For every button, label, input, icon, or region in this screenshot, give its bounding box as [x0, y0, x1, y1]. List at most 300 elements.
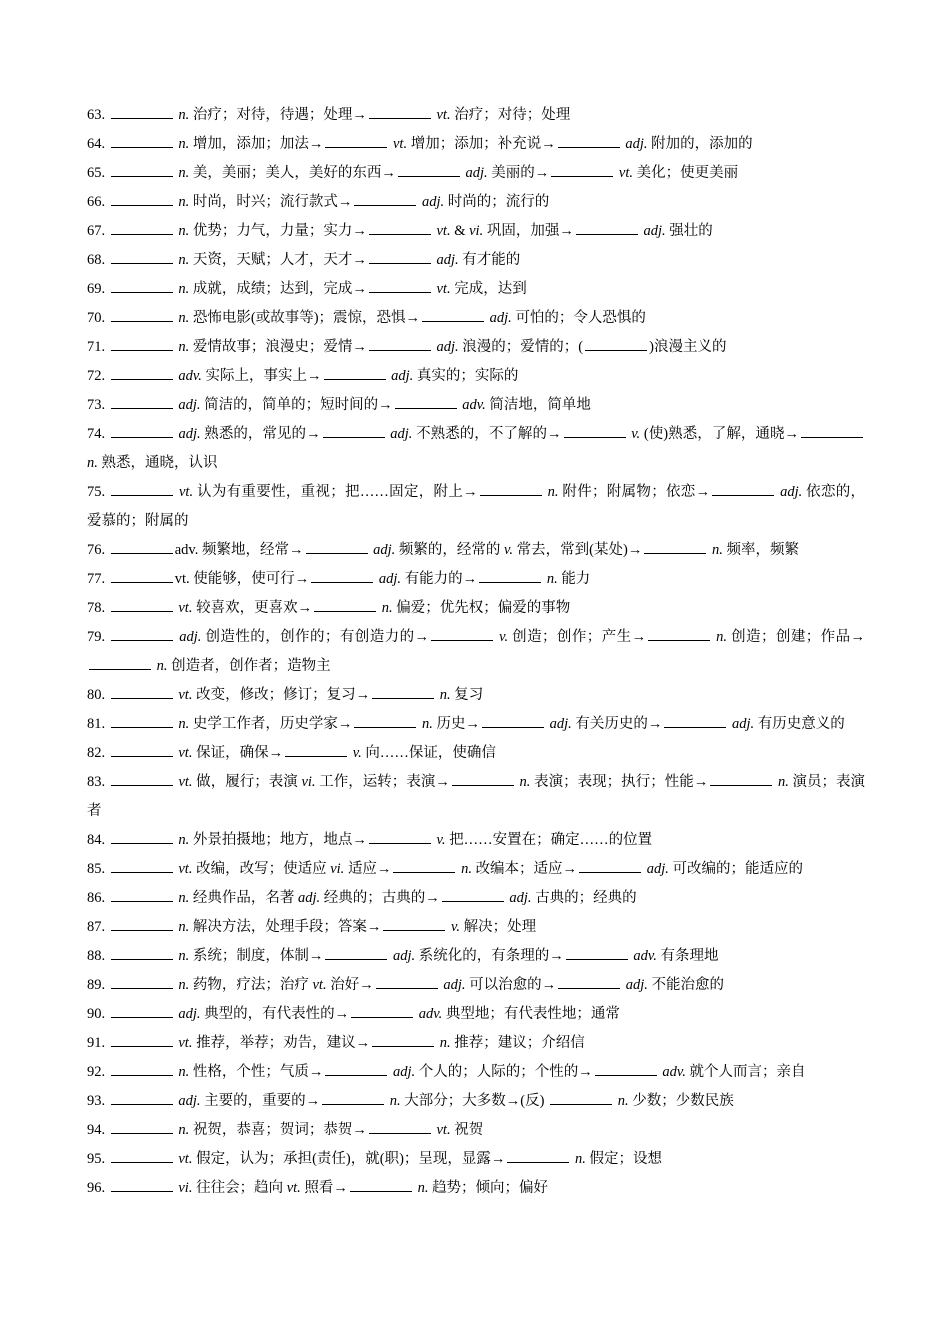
- item-text: 87.: [87, 919, 109, 935]
- item-text: 附件；附属物；依恋→: [558, 484, 711, 500]
- answer-blank[interactable]: [111, 742, 173, 757]
- item-text: 系统；制度，体制→: [189, 948, 324, 964]
- answer-blank[interactable]: [111, 278, 173, 293]
- part-of-speech: n.: [178, 890, 190, 906]
- item-text: 古典的；经典的: [531, 890, 637, 906]
- part-of-speech: v.: [499, 629, 509, 645]
- part-of-speech: vt.: [178, 600, 193, 616]
- part-of-speech: adj.: [436, 252, 459, 268]
- item-text: (使)熟悉，了解，通晓→: [640, 426, 800, 442]
- answer-blank[interactable]: [111, 597, 173, 612]
- part-of-speech: adj.: [443, 977, 466, 993]
- part-of-speech: n.: [178, 977, 190, 993]
- item-text: 经典的；古典的→: [320, 890, 440, 906]
- answer-blank[interactable]: [398, 162, 460, 177]
- answer-blank[interactable]: [585, 336, 647, 351]
- part-of-speech: n.: [178, 252, 190, 268]
- item-text: 熟悉，通晓，认识: [97, 455, 218, 471]
- part-of-speech: n.: [178, 281, 190, 297]
- answer-blank[interactable]: [111, 481, 173, 496]
- vocab-item: [87, 246, 865, 275]
- part-of-speech: adj.: [179, 629, 202, 645]
- vocab-item: [87, 1029, 865, 1058]
- part-of-speech: vt.: [179, 484, 194, 500]
- part-of-speech: n.: [439, 687, 451, 703]
- answer-blank[interactable]: [111, 162, 173, 177]
- part-of-speech: adv.: [633, 948, 657, 964]
- answer-blank[interactable]: [393, 858, 455, 873]
- answer-blank[interactable]: [111, 1119, 173, 1134]
- item-text: 频繁的，经常的: [395, 542, 505, 558]
- answer-blank[interactable]: [369, 829, 431, 844]
- answer-blank[interactable]: [479, 568, 541, 583]
- answer-blank[interactable]: [550, 1090, 612, 1105]
- part-of-speech: n.: [716, 629, 728, 645]
- answer-blank[interactable]: [111, 220, 173, 235]
- item-text: 95.: [87, 1151, 109, 1167]
- item-text: 改编，改写；使适应: [192, 861, 331, 877]
- item-text: 表演；表现；执行；性能→: [530, 774, 709, 790]
- answer-blank[interactable]: [314, 597, 376, 612]
- answer-blank[interactable]: [442, 887, 504, 902]
- part-of-speech: v.: [436, 832, 446, 848]
- item-text: 改变，修改；修订；复习→: [192, 687, 371, 703]
- part-of-speech: vi.: [301, 774, 316, 790]
- item-text: 保证，确保→: [192, 745, 284, 761]
- item-text: 性格，个性；气质→: [189, 1064, 324, 1080]
- vocab-item: [87, 768, 865, 826]
- item-text: 大部分；大多数→(反): [400, 1093, 549, 1109]
- answer-blank[interactable]: [369, 278, 431, 293]
- item-text: &: [450, 223, 470, 239]
- item-text: 外景拍摄地；地方，地点→: [189, 832, 367, 848]
- part-of-speech: adj.: [298, 890, 321, 906]
- item-text: 往往会；趋向: [192, 1180, 287, 1196]
- part-of-speech: adj.: [373, 542, 396, 558]
- item-text: 真实的；实际的: [413, 368, 519, 384]
- answer-blank[interactable]: [322, 1090, 384, 1105]
- vocab-item: [87, 1087, 865, 1116]
- answer-blank[interactable]: [111, 1061, 173, 1076]
- item-text: 创造；创作；产生→: [508, 629, 647, 645]
- answer-blank[interactable]: [111, 887, 173, 902]
- answer-blank[interactable]: [111, 423, 173, 438]
- part-of-speech: adj.: [625, 977, 648, 993]
- answer-blank[interactable]: [111, 626, 173, 641]
- part-of-speech: v.: [451, 919, 460, 935]
- answer-blank[interactable]: [579, 858, 641, 873]
- part-of-speech: adj.: [178, 397, 201, 413]
- item-text: 照看→: [300, 1180, 348, 1196]
- vocab-item: [87, 188, 865, 217]
- answer-blank[interactable]: [306, 539, 368, 554]
- item-text: 75.: [87, 484, 110, 500]
- item-text: 美，美丽；美人，美好的东西→: [189, 165, 396, 181]
- part-of-speech: adj.: [178, 1006, 201, 1022]
- part-of-speech: adj.: [391, 368, 414, 384]
- part-of-speech: vt.: [618, 165, 633, 181]
- answer-blank[interactable]: [111, 974, 173, 989]
- answer-blank[interactable]: [372, 684, 434, 699]
- answer-blank[interactable]: [558, 974, 620, 989]
- answer-blank[interactable]: [325, 133, 387, 148]
- item-text: 推荐，举荐；劝告，建议→: [192, 1035, 371, 1051]
- vocab-item: [87, 391, 865, 420]
- part-of-speech: n.: [178, 136, 190, 152]
- item-text: 历史→: [432, 716, 480, 732]
- answer-blank[interactable]: [372, 1032, 434, 1047]
- answer-blank[interactable]: [507, 1148, 569, 1163]
- item-text: 81.: [87, 716, 109, 732]
- answer-blank[interactable]: [351, 1003, 413, 1018]
- answer-blank[interactable]: [369, 249, 431, 264]
- item-text: 85.: [87, 861, 109, 877]
- answer-blank[interactable]: [551, 162, 613, 177]
- vocab-item: [87, 478, 865, 536]
- part-of-speech: adj.: [378, 571, 402, 587]
- part-of-speech: n.: [178, 107, 190, 123]
- answer-blank[interactable]: [111, 684, 173, 699]
- vocab-item: [87, 1000, 865, 1029]
- part-of-speech: adj.: [393, 1064, 416, 1080]
- part-of-speech: vt.: [286, 1180, 301, 1196]
- part-of-speech: adj.: [509, 890, 532, 906]
- item-text: 66.: [87, 194, 109, 210]
- answer-blank[interactable]: [664, 713, 726, 728]
- vocab-item: [87, 304, 865, 333]
- item-text: 史学工作者，历史学家→: [189, 716, 353, 732]
- vocab-item: [87, 1058, 865, 1087]
- part-of-speech: adv.: [462, 397, 486, 413]
- item-text: 86.: [87, 890, 109, 906]
- part-of-speech: adj.: [422, 194, 445, 210]
- item-text: 时尚的；流行的: [444, 194, 550, 210]
- answer-blank[interactable]: [324, 365, 386, 380]
- item-text: 强壮的: [665, 223, 713, 239]
- part-of-speech: n.: [178, 716, 190, 732]
- part-of-speech: vt.: [393, 136, 408, 152]
- item-text: 美化；使更美丽: [633, 165, 739, 181]
- item-text: 63.: [87, 107, 109, 123]
- part-of-speech: n.: [417, 1180, 429, 1196]
- item-text: 典型的，有代表性的→: [200, 1006, 350, 1022]
- answer-blank[interactable]: [111, 858, 173, 873]
- part-of-speech: n.: [87, 455, 98, 471]
- answer-blank[interactable]: [111, 365, 173, 380]
- item-text: 74.: [87, 426, 109, 442]
- item-text: 96.: [87, 1180, 109, 1196]
- answer-blank[interactable]: [111, 1032, 173, 1047]
- item-text: 创造者，创作者；造物主: [167, 658, 331, 674]
- item-text: 69.: [87, 281, 109, 297]
- part-of-speech: n.: [389, 1093, 401, 1109]
- item-text: 83.: [87, 774, 109, 790]
- answer-blank[interactable]: [111, 945, 173, 960]
- part-of-speech: vt.: [436, 107, 451, 123]
- answer-blank[interactable]: [482, 713, 544, 728]
- item-text: 药物，疗法；治疗: [189, 977, 313, 993]
- answer-blank[interactable]: [566, 945, 628, 960]
- item-text: 64.: [87, 136, 109, 152]
- answer-blank[interactable]: [111, 249, 173, 264]
- part-of-speech: n.: [422, 716, 433, 732]
- item-text: 能力: [557, 571, 591, 587]
- answer-blank[interactable]: [369, 220, 431, 235]
- item-text: 不熟悉的，不了解的→: [412, 426, 562, 442]
- answer-blank[interactable]: [350, 1177, 412, 1192]
- item-text: 常去，常到(某处)→: [513, 542, 643, 558]
- vocab-item: [87, 855, 865, 884]
- answer-blank[interactable]: [383, 916, 445, 931]
- answer-blank[interactable]: [111, 104, 173, 119]
- part-of-speech: n.: [381, 600, 393, 616]
- vocab-item: [87, 710, 865, 739]
- answer-blank[interactable]: [111, 713, 173, 728]
- part-of-speech: n.: [178, 165, 190, 181]
- vocabulary-list: [87, 101, 865, 1203]
- part-of-speech: adv.: [178, 368, 202, 384]
- item-text: 65.: [87, 165, 109, 181]
- part-of-speech: n.: [178, 339, 190, 355]
- item-text: 祝贺: [450, 1122, 484, 1138]
- vocab-item: [87, 971, 865, 1000]
- answer-blank[interactable]: [89, 655, 151, 670]
- item-text: 典型地；有代表性地；通常: [442, 1006, 620, 1022]
- item-text: 84.: [87, 832, 109, 848]
- item-text: 有才能的: [458, 252, 521, 268]
- item-text: 做，履行；表演: [192, 774, 302, 790]
- answer-blank[interactable]: [111, 539, 173, 554]
- item-text: 有关历史的→: [571, 716, 663, 732]
- answer-blank[interactable]: [712, 481, 774, 496]
- item-text: 改编本；适应→: [471, 861, 578, 877]
- part-of-speech: adj.: [390, 426, 413, 442]
- item-text: 经典作品，名著: [189, 890, 298, 906]
- vocab-item: [87, 101, 865, 130]
- item-text: 不能治愈的: [647, 977, 725, 993]
- part-of-speech: vt.: [178, 687, 193, 703]
- item-text: 有能力的→: [401, 571, 478, 587]
- vocab-item: [87, 333, 865, 362]
- item-text: 可以治愈的→: [465, 977, 557, 993]
- answer-blank[interactable]: [564, 423, 626, 438]
- item-text: 附加的，添加的: [647, 136, 753, 152]
- item-text: 爱情故事；浪漫史；爱情→: [189, 339, 367, 355]
- part-of-speech: n.: [156, 658, 168, 674]
- vocab-item: [87, 623, 865, 681]
- part-of-speech: vt.: [312, 977, 327, 993]
- item-text: 频率，频繁: [722, 542, 799, 558]
- answer-blank[interactable]: [111, 916, 173, 931]
- part-of-speech: vt.: [178, 1035, 193, 1051]
- item-text: 向……保证，使确信: [361, 745, 496, 761]
- item-text: 推荐；建议；介绍信: [450, 1035, 585, 1051]
- part-of-speech: adj.: [625, 136, 648, 152]
- item-text: vt. 使能够，使可行→: [174, 571, 310, 587]
- item-text: 可改编的；能适应的: [668, 861, 803, 877]
- part-of-speech: n.: [547, 484, 559, 500]
- answer-blank[interactable]: [369, 104, 431, 119]
- answer-blank[interactable]: [111, 307, 173, 322]
- item-text: 演员；表演者: [87, 774, 866, 819]
- item-text: 天资，天赋；人才，天才→: [189, 252, 367, 268]
- part-of-speech: vt.: [436, 1122, 451, 1138]
- part-of-speech: adj.: [465, 165, 488, 181]
- answer-blank[interactable]: [369, 1119, 431, 1134]
- item-text: 解决；处理: [460, 919, 537, 935]
- item-text: 77.: [87, 571, 109, 587]
- answer-blank[interactable]: [644, 539, 706, 554]
- item-text: 时尚，时兴；流行款式→: [189, 194, 353, 210]
- answer-blank[interactable]: [111, 1177, 173, 1192]
- part-of-speech: adj.: [436, 339, 459, 355]
- part-of-speech: vi.: [469, 223, 484, 239]
- vocab-item: [87, 884, 865, 913]
- answer-blank[interactable]: [648, 626, 710, 641]
- answer-blank[interactable]: [111, 1090, 173, 1105]
- vocab-item: [87, 913, 865, 942]
- part-of-speech: n.: [178, 1064, 190, 1080]
- answer-blank[interactable]: [311, 568, 373, 583]
- part-of-speech: adj.: [643, 223, 666, 239]
- item-text: 主要的，重要的→: [200, 1093, 321, 1109]
- item-text: 93.: [87, 1093, 109, 1109]
- answer-blank[interactable]: [354, 191, 416, 206]
- answer-blank[interactable]: [595, 1061, 657, 1076]
- item-text: 假定，认为；承担(责任)，就(职)；呈现，显露→: [192, 1151, 506, 1167]
- vocab-item: [87, 1145, 865, 1174]
- part-of-speech: adv.: [662, 1064, 686, 1080]
- part-of-speech: vt.: [178, 745, 193, 761]
- item-text: 熟悉的，常见的→: [200, 426, 321, 442]
- answer-blank[interactable]: [323, 423, 385, 438]
- item-text: 较喜欢，更喜欢→: [192, 600, 313, 616]
- part-of-speech: vt.: [178, 774, 193, 790]
- answer-blank[interactable]: [325, 945, 387, 960]
- vocab-item: [87, 1116, 865, 1145]
- answer-blank[interactable]: [111, 1148, 173, 1163]
- part-of-speech: n.: [575, 1151, 586, 1167]
- item-text: 简洁的，简单的；短时间的→: [200, 397, 393, 413]
- answer-blank[interactable]: [111, 336, 173, 351]
- part-of-speech: adv.: [418, 1006, 443, 1022]
- item-text: 少数；少数民族: [628, 1093, 734, 1109]
- part-of-speech: adj.: [489, 310, 512, 326]
- part-of-speech: n.: [461, 861, 472, 877]
- part-of-speech: adj.: [393, 948, 416, 964]
- item-text: 巩固，加强→: [483, 223, 574, 239]
- answer-blank[interactable]: [111, 1003, 173, 1018]
- item-text: 增加，添加；加法→: [189, 136, 324, 152]
- vocab-item: [87, 826, 865, 855]
- item-text: 80.: [87, 687, 109, 703]
- item-text: 有历史意义的: [754, 716, 845, 732]
- item-text: 美丽的→: [487, 165, 550, 181]
- part-of-speech: n.: [519, 774, 531, 790]
- answer-blank[interactable]: [480, 481, 542, 496]
- answer-blank[interactable]: [452, 771, 514, 786]
- answer-blank[interactable]: [111, 771, 173, 786]
- answer-blank[interactable]: [395, 394, 457, 409]
- vocab-item: [87, 681, 865, 710]
- vocab-item: [87, 275, 865, 304]
- part-of-speech: adj.: [178, 1093, 201, 1109]
- answer-blank[interactable]: [285, 742, 347, 757]
- item-text: 91.: [87, 1035, 109, 1051]
- answer-blank[interactable]: [111, 829, 173, 844]
- item-text: 82.: [87, 745, 109, 761]
- answer-blank[interactable]: [422, 307, 484, 322]
- part-of-speech: n.: [546, 571, 558, 587]
- part-of-speech: n.: [178, 194, 190, 210]
- vocab-item: [87, 362, 865, 391]
- item-text: 实际上，事实上→: [201, 368, 322, 384]
- item-text: 工作，运转；表演→: [315, 774, 450, 790]
- vocab-item: [87, 942, 865, 971]
- part-of-speech: n.: [178, 223, 190, 239]
- part-of-speech: adj.: [780, 484, 803, 500]
- answer-blank[interactable]: [325, 1061, 387, 1076]
- part-of-speech: n.: [178, 832, 190, 848]
- answer-blank[interactable]: [111, 133, 173, 148]
- answer-blank[interactable]: [111, 191, 173, 206]
- answer-blank[interactable]: [801, 423, 863, 438]
- part-of-speech: adj.: [549, 716, 572, 732]
- item-text: 治好→: [326, 977, 374, 993]
- vocab-item: [87, 130, 865, 159]
- item-text: 90.: [87, 1006, 109, 1022]
- item-text: 78.: [87, 600, 109, 616]
- part-of-speech: v.: [504, 542, 514, 558]
- item-text: 治疗；对待，待遇；处理→: [189, 107, 367, 123]
- answer-blank[interactable]: [111, 394, 173, 409]
- item-text: 偏爱；优先权；偏爱的事物: [392, 600, 571, 616]
- answer-blank[interactable]: [111, 568, 173, 583]
- item-text: 89.: [87, 977, 109, 993]
- part-of-speech: vt.: [178, 861, 193, 877]
- item-text: 祝贺，恭喜；贺词；恭贺→: [189, 1122, 367, 1138]
- item-text: 趋势；倾向；偏好: [428, 1180, 549, 1196]
- vocab-item: [87, 565, 865, 594]
- item-text: 70.: [87, 310, 109, 326]
- item-text: 可怕的；令人恐惧的: [511, 310, 646, 326]
- answer-blank[interactable]: [354, 713, 416, 728]
- item-text: 94.: [87, 1122, 109, 1138]
- part-of-speech: adj.: [178, 426, 201, 442]
- vocab-item: [87, 594, 865, 623]
- answer-blank[interactable]: [576, 220, 638, 235]
- item-text: 68.: [87, 252, 109, 268]
- item-text: 创造；创建；作品→: [727, 629, 866, 645]
- vocab-item: [87, 739, 865, 768]
- item-text: 有条理地: [656, 948, 719, 964]
- part-of-speech: vt.: [436, 223, 451, 239]
- answer-blank[interactable]: [369, 336, 431, 351]
- part-of-speech: adj.: [732, 716, 755, 732]
- vocab-item: [87, 159, 865, 188]
- item-text: 76.: [87, 542, 109, 558]
- answer-blank[interactable]: [558, 133, 620, 148]
- item-text: 完成，达到: [450, 281, 527, 297]
- item-text: )浪漫主义的: [649, 339, 727, 355]
- item-text: 创造性的，创作的；有创造力的→: [201, 629, 430, 645]
- part-of-speech: v.: [631, 426, 641, 442]
- item-text: 依恋的，爱慕的；附属的: [87, 484, 866, 529]
- answer-blank[interactable]: [376, 974, 438, 989]
- answer-blank[interactable]: [710, 771, 772, 786]
- item-text: 72.: [87, 368, 109, 384]
- answer-blank[interactable]: [431, 626, 493, 641]
